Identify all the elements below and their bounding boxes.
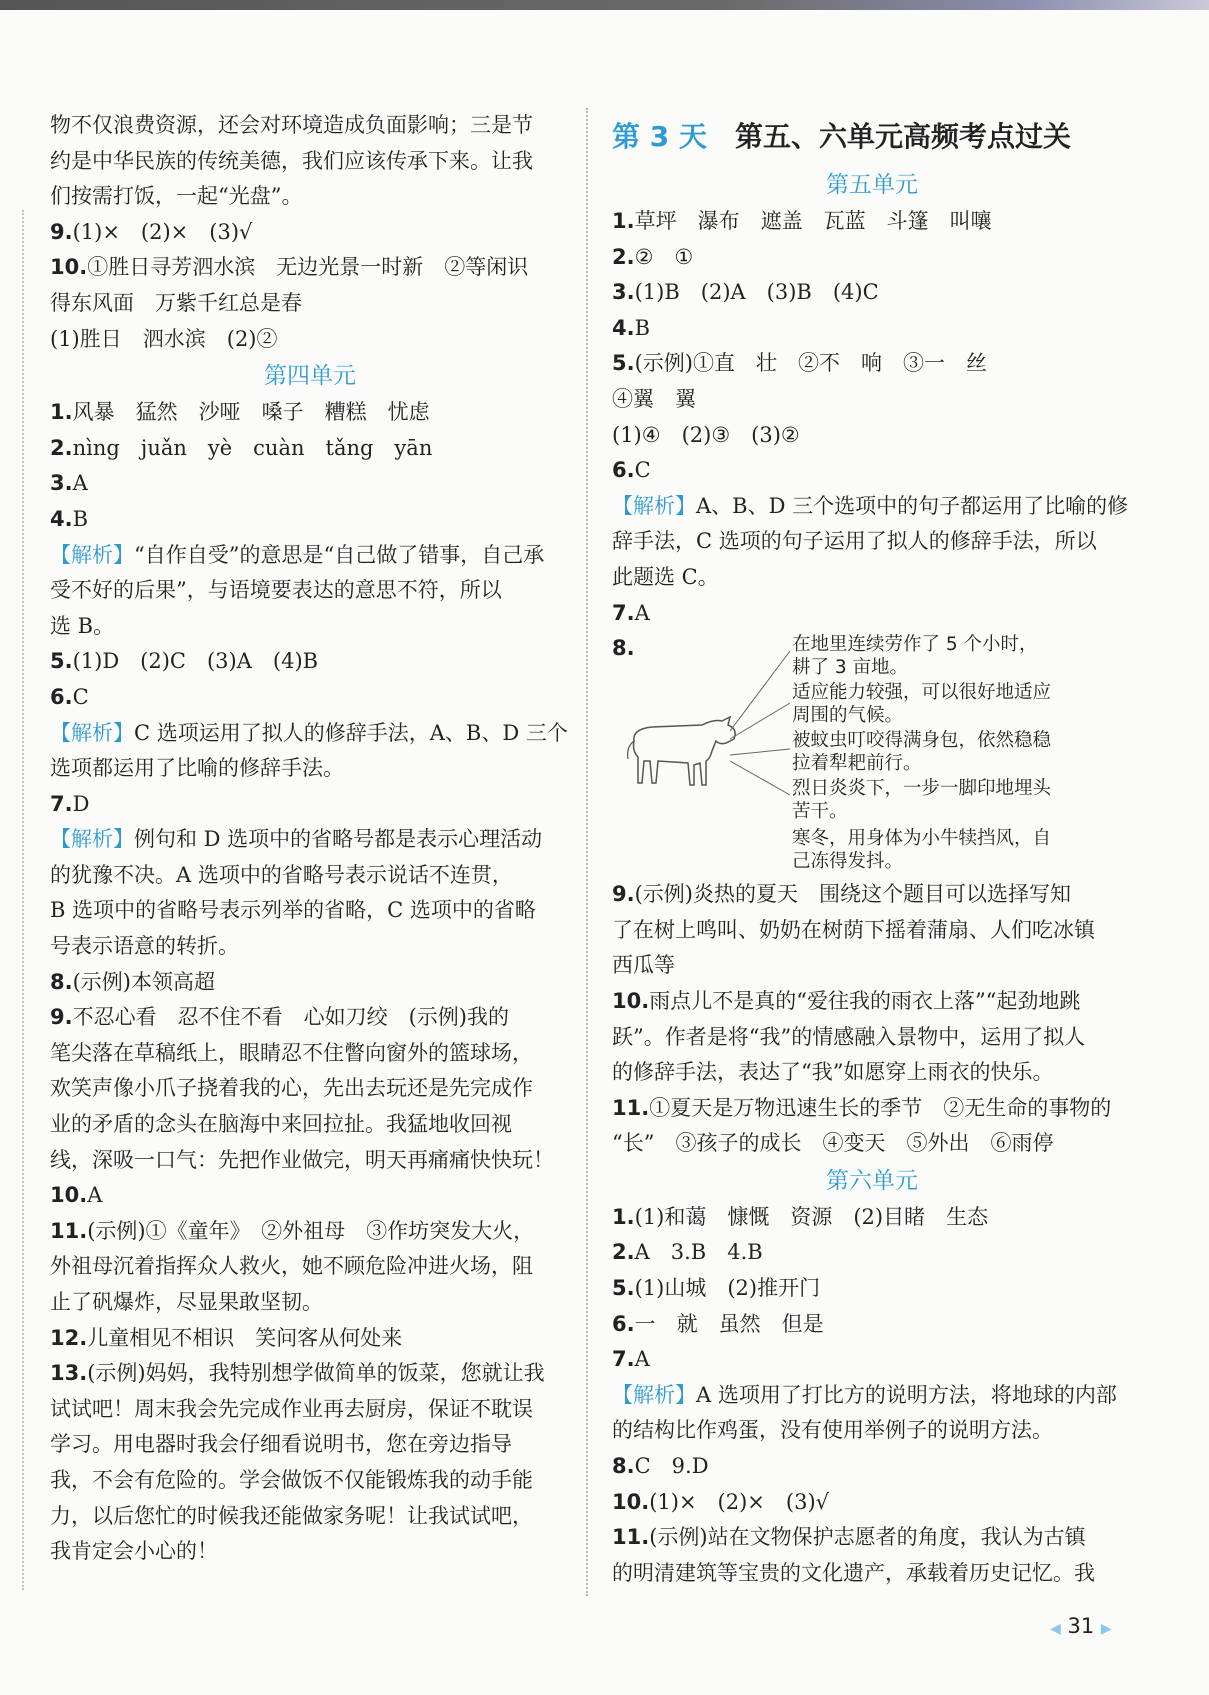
answer-line (612, 1520, 1132, 1556)
answer-line (612, 1378, 1132, 1414)
answer-line (612, 1449, 1132, 1485)
column-divider (586, 108, 588, 1596)
prev-triangle-icon: ◀ (1050, 1621, 1061, 1637)
answer-line (612, 948, 1132, 984)
question-number: 6. (50, 684, 73, 709)
answer-text: (1)× (2)× (3)√ (72, 219, 253, 244)
answer-line (612, 1126, 1132, 1162)
answer-text: 西瓜等 (612, 953, 675, 978)
answer-line (612, 524, 1132, 560)
answer-line (50, 929, 570, 965)
answer-line (50, 716, 570, 752)
answer-text: ①胜日寻芳泗水滨 无边光景一时新 ②等闲识 (87, 255, 529, 280)
question-number: 3. (612, 280, 635, 305)
answer-line (50, 1534, 570, 1570)
answer-line (612, 1413, 1132, 1449)
answer-text: 外祖母沉着指挥众人救火，她不顾危险冲进火场，阻 (50, 1254, 533, 1279)
answer-text: (示例)妈妈，我特别想学做简单的饭菜，您就让我 (87, 1361, 545, 1386)
answer-line (612, 877, 1132, 913)
answer-line (50, 1463, 570, 1499)
question-number: 4. (612, 315, 635, 340)
connector-line (730, 749, 790, 755)
answer-text: (示例)①直 壮 ②不 响 ③一 丝 (634, 351, 987, 376)
page-number-text: 31 (1067, 1614, 1095, 1638)
answer-line (50, 1321, 570, 1357)
answer-line (612, 1556, 1132, 1592)
answer-line (612, 1091, 1132, 1127)
question-number: 9. (50, 1005, 73, 1030)
answer-line (50, 644, 570, 680)
answer-text: 不忍心看 忍不住不看 心如刀绞 (示例)我的 (72, 1005, 509, 1030)
unit6-heading: 第六单元 (826, 1167, 918, 1194)
answer-line (50, 1000, 570, 1036)
question-number: 7. (612, 1347, 635, 1372)
answer-text: C (634, 458, 651, 483)
answer-text: 雨点儿不是真的“爱往我的雨衣上落”“起劲地跳 (649, 988, 1081, 1013)
answer-text: A 3.B 4.B (634, 1240, 763, 1265)
answer-line (612, 596, 1132, 632)
answer-text: 学习。用电器时我会仔细看说明书，您在旁边指导 (50, 1432, 512, 1457)
next-triangle-icon: ▶ (1100, 1621, 1112, 1637)
answer-line (50, 1249, 570, 1285)
question-number: 2. (612, 1240, 635, 1265)
answer-text: B (634, 315, 651, 340)
answer-text: 的修辞手法，表达了“我”如愿穿上雨衣的快乐。 (612, 1060, 1054, 1085)
answer-line (50, 250, 570, 286)
answer-text: 线，深吸一口气：先把作业做完，明天再痛痛快快玩！ (50, 1147, 554, 1172)
question-number: 10. (50, 1183, 88, 1208)
answer-text: 我，不会有危险的。学会做饭不仅能锻炼我的动手能 (50, 1467, 533, 1492)
answer-text: 一 就 虽然 但是 (634, 1311, 824, 1336)
answer-text: (1)山城 (2)推开门 (634, 1276, 821, 1301)
answer-line (612, 913, 1132, 949)
answer-line (612, 311, 1132, 347)
question-number: 3. (50, 471, 73, 496)
answer-line (612, 204, 1132, 240)
answer-text: D (72, 791, 90, 816)
answer-line (612, 1055, 1132, 1091)
answer-text: 力，以后您忙的时候我还能做家务呢！让我试试吧， (50, 1503, 533, 1528)
answer-line (612, 1342, 1132, 1378)
answer-line (50, 573, 570, 609)
analysis-tag: 【解析】 (50, 827, 134, 852)
caption-4: 烈日炎炎下，一步一脚印地埋头 苦干。 (792, 778, 1052, 823)
answer-text: (示例)本领高超 (72, 969, 215, 994)
answer-line (50, 286, 570, 322)
answer-line (612, 489, 1132, 525)
question-number: 10. (50, 255, 88, 280)
answer-line (50, 395, 570, 431)
question-number: 6. (612, 458, 635, 483)
answer-text: C 9.D (634, 1454, 709, 1479)
answer-line (50, 1356, 570, 1392)
connector-lines (612, 631, 812, 877)
answer-line (50, 1178, 570, 1214)
answer-text: (示例)①《童年》 ②外祖母 ③作坊突发大火， (87, 1218, 535, 1243)
answer-text: 选 B。 (50, 613, 115, 638)
answer-line (612, 984, 1132, 1020)
answer-text: B 选项中的省略号表示列举的省略，C 选项中的省略 (50, 898, 536, 923)
question-number: 5. (50, 649, 73, 674)
answer-text: (1)× (2)× (3)√ (649, 1489, 830, 1514)
answer-text: 号表示语意的转折。 (50, 934, 239, 959)
answer-line (612, 1235, 1132, 1271)
question-number: 12. (50, 1325, 88, 1350)
question-number: 11. (612, 1525, 650, 1550)
answer-line (50, 1214, 570, 1250)
answer-text: 受不好的后果”，与语境要表达的意思不符，所以 (50, 578, 502, 603)
answer-text: 儿童相见不相识 笑问客从何处来 (87, 1325, 403, 1350)
answer-text: 笔尖落在草稿纸上，眼睛忍不住瞥向窗外的篮球场， (50, 1040, 533, 1065)
answer-line (50, 822, 570, 858)
day-title (612, 108, 1132, 166)
answer-line (50, 609, 570, 645)
answer-text: 得东风面 万紫千红总是春 (50, 290, 302, 315)
question-number: 5. (612, 351, 635, 376)
answer-line (50, 466, 570, 502)
answer-text: 风暴 猛然 沙哑 嗓子 糟糕 忧虑 (72, 400, 430, 425)
page-number (1050, 1614, 1112, 1638)
answer-text: “长” ③孩子的成长 ④变天 ⑤外出 ⑥雨停 (612, 1131, 1054, 1156)
day-heading: 第五、六单元高频考点过关 (734, 120, 1071, 153)
question-number: 10. (612, 988, 650, 1013)
answer-text: A (634, 600, 650, 625)
question-number: 8. (50, 969, 73, 994)
answer-line (50, 965, 570, 1001)
answer-text: 的犹豫不决。A 选项中的省略号表示说话不连贯， (50, 862, 513, 887)
connector-line (730, 703, 790, 739)
answer-line (50, 1499, 570, 1535)
unit5-heading: 第五单元 (826, 172, 918, 198)
answer-line (612, 418, 1132, 454)
binding-edge-line (22, 210, 24, 1590)
question-number: 4. (50, 506, 73, 531)
question-number: 1. (612, 209, 635, 233)
answer-line (50, 1107, 570, 1143)
answer-line (50, 751, 570, 787)
top-edge-bar (0, 0, 1209, 10)
answer-text: “自作自受”的意思是“自己做了错事，自己承 (134, 542, 545, 567)
answer-line (50, 1285, 570, 1321)
analysis-tag: 【解析】 (50, 542, 134, 567)
answer-line (50, 1143, 570, 1179)
answer-text: 选项都运用了比喻的修辞手法。 (50, 756, 344, 781)
answer-text: 试试吧！周末我会先完成作业再去厨房，保证不耽误 (50, 1396, 533, 1421)
answer-text: 例句和 D 选项中的省略号都是表示心理活动 (134, 827, 543, 852)
answer-text: 的明清建筑等宝贵的文化遗产，承载着历史记忆。我 (612, 1560, 1095, 1585)
answer-text: nìng juǎn yè cuàn tǎng yān (72, 435, 433, 460)
answer-line (50, 858, 570, 894)
answer-text: 业的矛盾的念头在脑海中来回拉扯。我猛地收回视 (50, 1112, 512, 1137)
question-number: 13. (50, 1361, 88, 1386)
answer-text: 的结构比作鸡蛋，没有使用举例子的说明方法。 (612, 1418, 1053, 1443)
answer-text: (1)和蔼 慷慨 资源 (2)目睹 生态 (634, 1204, 989, 1229)
answer-line (50, 322, 570, 358)
text-line: 物不仅浪费资源，还会对环境造成负面影响；三是节 (50, 113, 533, 137)
question-number: 2. (50, 435, 73, 460)
question-number: 10. (612, 1489, 650, 1514)
right-column (612, 108, 1132, 1591)
question-number: 7. (612, 600, 635, 625)
answer-text: (1)B (2)A (3)B (4)C (634, 280, 879, 305)
answer-text: 止了矾爆炸，尽显果敢坚韧。 (50, 1290, 323, 1314)
connector-line (730, 761, 790, 795)
question-number: 9. (50, 219, 73, 244)
answer-line (612, 1271, 1132, 1307)
unit4-heading: 第四单元 (264, 363, 356, 390)
answer-text: (示例)炎热的夏天 围绕这个题目可以选择写知 (634, 882, 1071, 907)
text-line: 约是中华民族的传统美德，我们应该传承下来。让我 (50, 148, 533, 173)
analysis-tag: 【解析】 (50, 720, 134, 745)
answer-line (50, 215, 570, 251)
answer-text: (示例)站在文物保护志愿者的角度，我认为古镇 (649, 1525, 1086, 1550)
answer-text: C (72, 684, 89, 709)
answer-text: A (87, 1183, 103, 1208)
answer-text: A (72, 471, 88, 496)
answer-text: 欢笑声像小爪子挠着我的心，先出去玩还是先完成作 (50, 1076, 533, 1101)
answer-text: ② ① (634, 244, 694, 269)
caption-3: 被蚊虫叮咬得满身包，依然稳稳 拉着犁耙前行。 (792, 730, 1052, 775)
question-number: 9. (612, 882, 635, 907)
answer-text: 了在树上鸣叫、奶奶在树荫下摇着蒲扇、人们吃冰镇 (612, 917, 1095, 942)
answer-text: A、B、D 三个选项中的句子都运用了比喻的修 (696, 493, 1129, 518)
answer-text: 辞手法，C 选项的句子运用了拟人的修辞手法，所以 (612, 529, 1097, 554)
answer-text: 此题选 C。 (612, 564, 719, 589)
question-number: 2. (612, 244, 635, 269)
answer-text: (1)④ (2)③ (3)② (612, 422, 800, 447)
text-line: 们按需打饭，一起“光盘”。 (50, 184, 303, 209)
question-number: 1. (612, 1204, 635, 1229)
question-number: 11. (612, 1095, 650, 1120)
answer-line (612, 275, 1132, 311)
answer-line (50, 1071, 570, 1107)
question-number: 1. (50, 400, 73, 425)
question-number: 5. (612, 1276, 635, 1301)
caption-1: 在地里连续劳作了 5 个小时， 耕了 3 亩地。 (792, 634, 1038, 679)
answer-line (612, 1020, 1132, 1056)
figure-number: 8. (612, 636, 635, 661)
question-number: 11. (50, 1218, 88, 1243)
answer-text: ④翼 翼 (612, 386, 696, 411)
answer-text: 草坪 瀑布 遮盖 瓦蓝 斗篷 叫嚷 (634, 209, 992, 233)
answer-text: (1)胜日 泗水滨 (2)② (50, 326, 278, 351)
answer-text: (1)D (2)C (3)A (4)B (72, 649, 319, 674)
left-column (50, 108, 570, 1570)
answer-line (612, 240, 1132, 276)
ox-matching-figure (612, 631, 1132, 877)
answer-line (50, 787, 570, 823)
question-number: 7. (50, 791, 73, 816)
answer-line (612, 382, 1132, 418)
analysis-tag: 【解析】 (612, 1382, 696, 1407)
caption-5: 寒冬，用身体为小牛犊挡风，自 己冻得发抖。 (792, 828, 1052, 873)
question-number: 6. (612, 1311, 635, 1336)
answer-text: A 选项用了打比方的说明方法，将地球的内部 (696, 1382, 1117, 1407)
answer-line (50, 893, 570, 929)
answer-text: A (634, 1347, 650, 1372)
answer-text: ①夏天是万物迅速生长的季节 ②无生命的事物的 (649, 1095, 1112, 1120)
answer-line (612, 1307, 1132, 1343)
answer-text: 跃”。作者是将“我”的情感融入景物中，运用了拟人 (612, 1024, 1086, 1049)
connector-line (730, 651, 790, 731)
answer-line (50, 538, 570, 574)
answer-line (50, 502, 570, 538)
answer-line (612, 453, 1132, 489)
answer-line (50, 1427, 570, 1463)
answer-line (612, 1485, 1132, 1521)
day-label: 第 3 天 (612, 120, 707, 153)
answer-line (612, 560, 1132, 596)
answer-text: C 选项运用了拟人的修辞手法，A、B、D 三个 (134, 720, 568, 745)
analysis-tag: 【解析】 (612, 493, 696, 518)
answer-line (50, 680, 570, 716)
answer-line (612, 1200, 1132, 1236)
question-number: 8. (612, 1454, 635, 1479)
answer-line (50, 1036, 570, 1072)
answer-text: B (72, 506, 89, 531)
answer-line (50, 431, 570, 467)
answer-line (50, 1392, 570, 1428)
caption-2: 适应能力较强，可以很好地适应 周围的气候。 (792, 682, 1052, 727)
answer-text: 我肯定会小心的！ (50, 1539, 218, 1564)
answer-line (612, 346, 1132, 382)
